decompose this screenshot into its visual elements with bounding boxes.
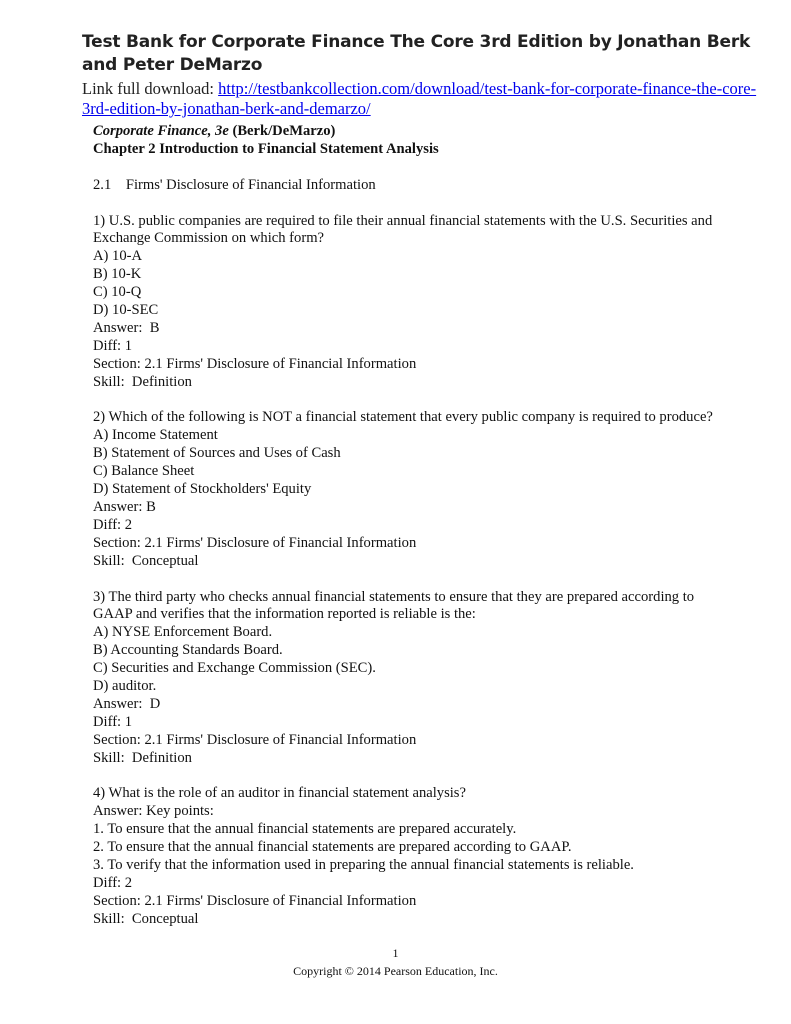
answer: Answer: D [93,695,161,712]
question-text: 1) U.S. public companies are required to file their annual financial statements with the U.S. Securities and Exchange Commission on which form? [93,212,713,247]
spacer [93,392,733,410]
key-point-2: 2. To ensure that the annual financial statements are prepared according to GAAP. [93,839,572,856]
option-b: B) 10-K [93,266,142,283]
spacer [93,159,733,177]
question-text: 4) What is the role of an auditor in financial statement analysis? [93,785,466,802]
skill: Skill: Conceptual [93,910,199,927]
spacer [93,571,733,589]
book-authors: (Berk/DeMarzo) [228,123,336,139]
section-heading: 2.1 Firms' Disclosure of Financial Information [93,176,376,193]
answer: Answer: B [93,498,156,515]
link-prefix: Link full download: [82,79,219,98]
skill: Skill: Definition [93,749,192,766]
spacer [93,195,733,213]
question-1 [93,213,733,392]
document-title: Test Bank for Corporate Finance The Core 3rd Edition by Jonathan Berk and Peter DeMarzo [82,32,751,75]
difficulty: Diff: 1 [93,713,133,730]
key-point-3: 3. To verify that the information used in preparing the annual financial statements is reliable. [93,857,634,874]
option-b: B) Accounting Standards Board. [93,642,283,659]
section-ref: Section: 2.1 Firms' Disclosure of Financial Information [93,731,417,748]
book-title-italic: Corporate Finance, 3e [93,123,229,139]
question-3 [93,589,733,768]
skill: Skill: Definition [93,373,192,390]
option-a: A) 10-A [93,248,143,265]
option-d: D) Statement of Stockholders' Equity [93,481,312,498]
option-b: B) Statement of Sources and Uses of Cash [93,445,341,462]
answer: Answer: Key points: [93,803,214,820]
option-a: A) NYSE Enforcement Board. [93,624,273,641]
question-text: 2) Which of the following is NOT a financial statement that every public company is required to produce? [93,409,713,426]
document-content [93,123,733,929]
skill: Skill: Conceptual [93,552,199,569]
section-ref: Section: 2.1 Firms' Disclosure of Financial Information [93,534,417,551]
book-title [93,123,733,141]
section-ref: Section: 2.1 Firms' Disclosure of Financial Information [93,892,417,909]
option-d: D) auditor. [93,678,157,695]
difficulty: Diff: 1 [93,337,133,354]
download-link[interactable]: http://testbankcollection.com/download/test-bank-for-corporate-finance-the-core-3rd-edition-by-jonathan-berk-and-demarzo/ [82,79,757,118]
option-c: C) Balance Sheet [93,463,195,480]
question-text: 3) The third party who checks annual financial statements to ensure that they are prepared according to GAAP and verifies that the information reported is reliable is the: [93,588,695,623]
difficulty: Diff: 2 [93,874,133,891]
spacer [93,768,733,786]
section-ref: Section: 2.1 Firms' Disclosure of Financial Information [93,355,417,372]
option-c: C) Securities and Exchange Commission (SEC). [93,660,376,677]
key-point-1: 1. To ensure that the annual financial statements are prepared accurately. [93,821,517,838]
copyright-notice: Copyright © 2014 Pearson Education, Inc. [293,964,498,978]
option-a: A) Income Statement [93,427,218,444]
question-4 [93,785,733,928]
chapter-heading: Chapter 2 Introduction to Financial Statement Analysis [93,140,439,157]
download-link-line [82,79,762,119]
question-2 [93,409,733,570]
difficulty: Diff: 2 [93,516,133,533]
answer: Answer: B [93,319,160,336]
option-d: D) 10-SEC [93,302,159,319]
option-c: C) 10-Q [93,284,142,301]
page-number: 1 [392,946,399,960]
